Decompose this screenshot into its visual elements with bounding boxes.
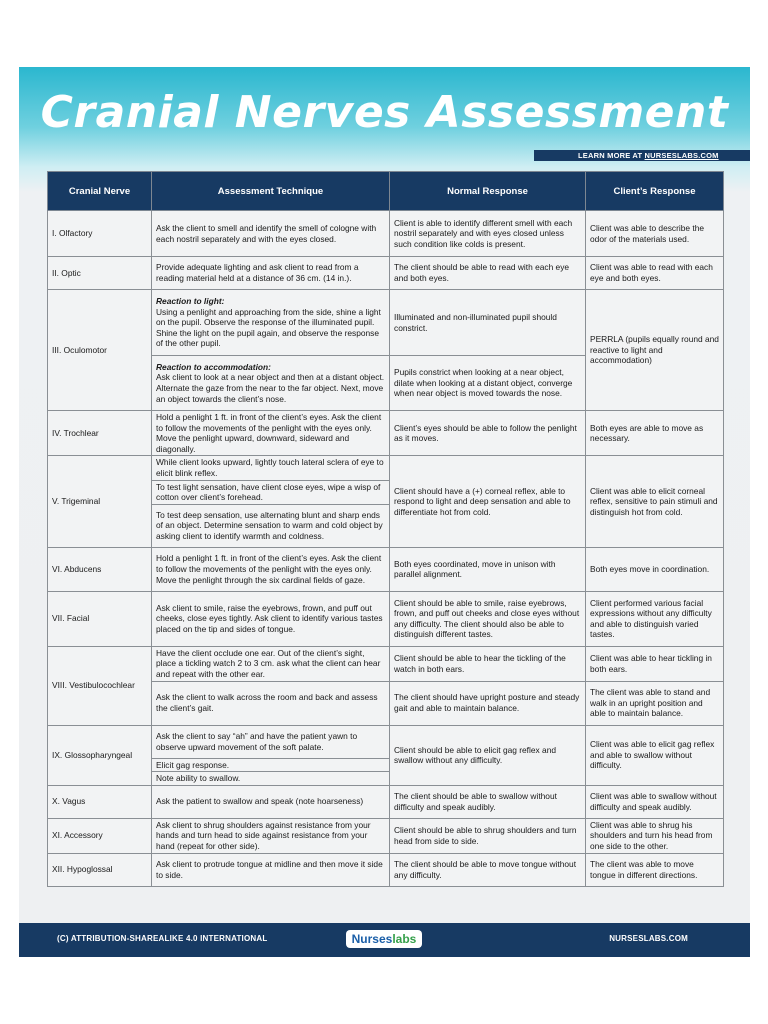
- learn-more-bar[interactable]: [534, 150, 750, 161]
- normal-response-cell: The client should be able to read with each eye and both eyes.: [390, 257, 586, 290]
- table-row-oculomotor: [48, 290, 724, 356]
- client-response-cell: PERRLA (pupils equally round and reactive to light and accommodation): [586, 290, 724, 411]
- technique-cell: [152, 290, 390, 356]
- normal-response-cell: Client should have a (+) corneal reflex, able to respond to light and deep sensation and able to differentiate hot from cold.: [390, 456, 586, 547]
- nerve-name: XII. Hypoglossal: [48, 853, 152, 886]
- technique-cell: Hold a penlight 1 ft. in front of the client’s eyes. Ask the client to follow the movements of the penlight with the eyes only. Move the penlight through the six cardinal fields of gaze.: [152, 547, 390, 591]
- table-header-row: [48, 172, 724, 211]
- nerve-name: VIII. Vestibulocochlear: [48, 646, 152, 725]
- nerve-name: VI. Abducens: [48, 547, 152, 591]
- nerve-name: IV. Trochlear: [48, 411, 152, 456]
- table-row-vestibulocochlear: [48, 646, 724, 681]
- nerve-name: XI. Accessory: [48, 818, 152, 853]
- license-text: (C) ATTRIBUTION-SHAREALIKE 4.0 INTERNATIONAL: [57, 934, 268, 943]
- footer-site-link[interactable]: NURSESLABS.COM: [609, 934, 688, 943]
- table-row-vagus: [48, 785, 724, 818]
- normal-response-cell: Client should be able to elicit gag reflex and swallow without any difficulty.: [390, 725, 586, 785]
- normal-response-cell: Pupils constrict when looking at a near object, dilate when looking at a distant object, converge when near object is moved towards the nose.: [390, 356, 586, 411]
- nerve-name: V. Trigeminal: [48, 456, 152, 547]
- table-row-facial: [48, 591, 724, 646]
- client-response-cell: Client was able to hear tickling in both ears.: [586, 646, 724, 681]
- client-response-cell: Client performed various facial expressions without any difficulty and able to distinguish varied tastes.: [586, 591, 724, 646]
- technique-cell: While client looks upward, lightly touch lateral sclera of eye to elicit blink reflex.: [152, 456, 390, 480]
- technique-cell: To test deep sensation, use alternating blunt and sharp ends of an object. Determine sensation to warm and cold object by asking client to identify warmth and coldness.: [152, 504, 390, 547]
- table-row-trochlear: [48, 411, 724, 456]
- client-response-cell: Both eyes move in coordination.: [586, 547, 724, 591]
- technique-cell: Have the client occlude one ear. Out of the client’s sight, place a tickling watch 2 to 3 cm. ask what the client can hear and repeat with the other ear.: [152, 646, 390, 681]
- client-response-cell: Client was able to elicit gag reflex and able to swallow without difficulty.: [586, 725, 724, 785]
- nerve-name: VII. Facial: [48, 591, 152, 646]
- technique-cell: Elicit gag response.: [152, 758, 390, 772]
- client-response-cell: Client was able to describe the odor of the materials used.: [586, 211, 724, 257]
- nurseslabs-logo[interactable]: [346, 930, 422, 948]
- learn-more-link[interactable]: NURSESLABS.COM: [644, 151, 719, 160]
- nerve-name: I. Olfactory: [48, 211, 152, 257]
- technique-cell: [152, 356, 390, 411]
- normal-response-cell: Client is able to identify different smell with each nostril separately and with eyes closed unless such condition like colds is present.: [390, 211, 586, 257]
- technique-cell: Ask the client to say “ah” and have the patient yawn to observe upward movement of the soft palate.: [152, 725, 390, 758]
- table-row-optic: [48, 257, 724, 290]
- footer-bar: [19, 923, 750, 957]
- header-assessment-technique: Assessment Technique: [152, 172, 390, 211]
- nerve-name: II. Optic: [48, 257, 152, 290]
- technique-subtitle: Reaction to light:: [156, 296, 225, 307]
- nerve-name: III. Oculomotor: [48, 290, 152, 411]
- normal-response-cell: Client should be able to shrug shoulders and turn head from side to side.: [390, 818, 586, 853]
- normal-response-cell: The client should be able to move tongue without any difficulty.: [390, 853, 586, 886]
- cranial-nerves-table: [47, 171, 724, 887]
- normal-response-cell: Illuminated and non-illuminated pupil should constrict.: [390, 290, 586, 356]
- technique-cell: Ask the client to walk across the room and back and assess the client’s gait.: [152, 681, 390, 725]
- table-row-trigeminal: [48, 456, 724, 480]
- normal-response-cell: The client should have upright posture and steady gait and able to maintain balance.: [390, 681, 586, 725]
- header-normal-response: Normal Response: [390, 172, 586, 211]
- normal-response-cell: Client’s eyes should be able to follow the penlight as it moves.: [390, 411, 586, 456]
- nerve-name: X. Vagus: [48, 785, 152, 818]
- table-row-glossopharyngeal: [48, 725, 724, 758]
- client-response-cell: The client was able to move tongue in different directions.: [586, 853, 724, 886]
- client-response-cell: Client was able to shrug his shoulders and turn his head from one side to the other.: [586, 818, 724, 853]
- table-row-olfactory: [48, 211, 724, 257]
- client-response-cell: Client was able to read with each eye and both eyes.: [586, 257, 724, 290]
- normal-response-cell: The client should be able to swallow without difficulty and speak audibly.: [390, 785, 586, 818]
- logo-text-labs: labs: [392, 932, 417, 946]
- normal-response-cell: Both eyes coordinated, move in unison with parallel alignment.: [390, 547, 586, 591]
- technique-subtitle: Reaction to accommodation:: [156, 361, 271, 372]
- table-row-accessory: [48, 818, 724, 853]
- page-title: Cranial Nerves Assessment: [40, 87, 729, 138]
- technique-cell: Provide adequate lighting and ask client to read from a reading material held at a distance of 36 cm. (14 in.).: [152, 257, 390, 290]
- client-response-cell: Both eyes are able to move as necessary.: [586, 411, 724, 456]
- logo-text-nurses: Nurses: [351, 932, 393, 946]
- learn-more-label: LEARN MORE AT: [578, 151, 645, 160]
- client-response-cell: Client was able to elicit corneal reflex, sensitive to pain stimuli and distinguish hot from cold.: [586, 456, 724, 547]
- technique-cell: Hold a penlight 1 ft. in front of the client’s eyes. Ask the client to follow the movements of the penlight with the eyes only. Move the penlight upward, downward, sideward and diagonally.: [152, 411, 390, 456]
- normal-response-cell: Client should be able to smile, raise eyebrows, frown, and puff out cheeks and close eyes without any difficulty. The client should also be able to distinguish different tastes.: [390, 591, 586, 646]
- client-response-cell: Client was able to swallow without difficulty and speak audibly.: [586, 785, 724, 818]
- normal-response-cell: Client should be able to hear the tickling of the watch in both ears.: [390, 646, 586, 681]
- technique-cell: Ask the client to smell and identify the smell of cologne with each nostril separately and with the eyes closed.: [152, 211, 390, 257]
- technique-cell: Ask client to smile, raise the eyebrows, frown, and puff out cheeks, close eyes tightly. Ask client to identify various tastes placed on the tip and sides of tongue.: [152, 591, 390, 646]
- technique-cell: To test light sensation, have client close eyes, wipe a wisp of cotton over client’s forehead.: [152, 480, 390, 504]
- nerve-name: IX. Glossopharyngeal: [48, 725, 152, 785]
- technique-text: Ask client to look at a near object and then at a distant object. Alternate the gaze from the near to the far object. Next, move an object towards the client’s nose.: [156, 372, 385, 404]
- technique-cell: Ask client to shrug shoulders against resistance from your hands and turn head to side against resistance from your hand (repeat for other side).: [152, 818, 390, 853]
- infographic-sheet: [19, 67, 750, 957]
- table-row-hypoglossal: [48, 853, 724, 886]
- technique-text: Using a penlight and approaching from the side, shine a light on the pupil. Observe the response of the illuminated pupil. Shine the light on the pupil again, and observe the response of the other pupil.: [156, 306, 381, 349]
- table-row-abducens: [48, 547, 724, 591]
- technique-cell: Ask client to protrude tongue at midline and then move it side to side.: [152, 853, 390, 886]
- technique-cell: Note ability to swallow.: [152, 772, 390, 786]
- client-response-cell: The client was able to stand and walk in an upright position and able to maintain balance.: [586, 681, 724, 725]
- header-cranial-nerve: Cranial Nerve: [48, 172, 152, 211]
- header-clients-response: Client’s Response: [586, 172, 724, 211]
- technique-cell: Ask the patient to swallow and speak (note hoarseness): [152, 785, 390, 818]
